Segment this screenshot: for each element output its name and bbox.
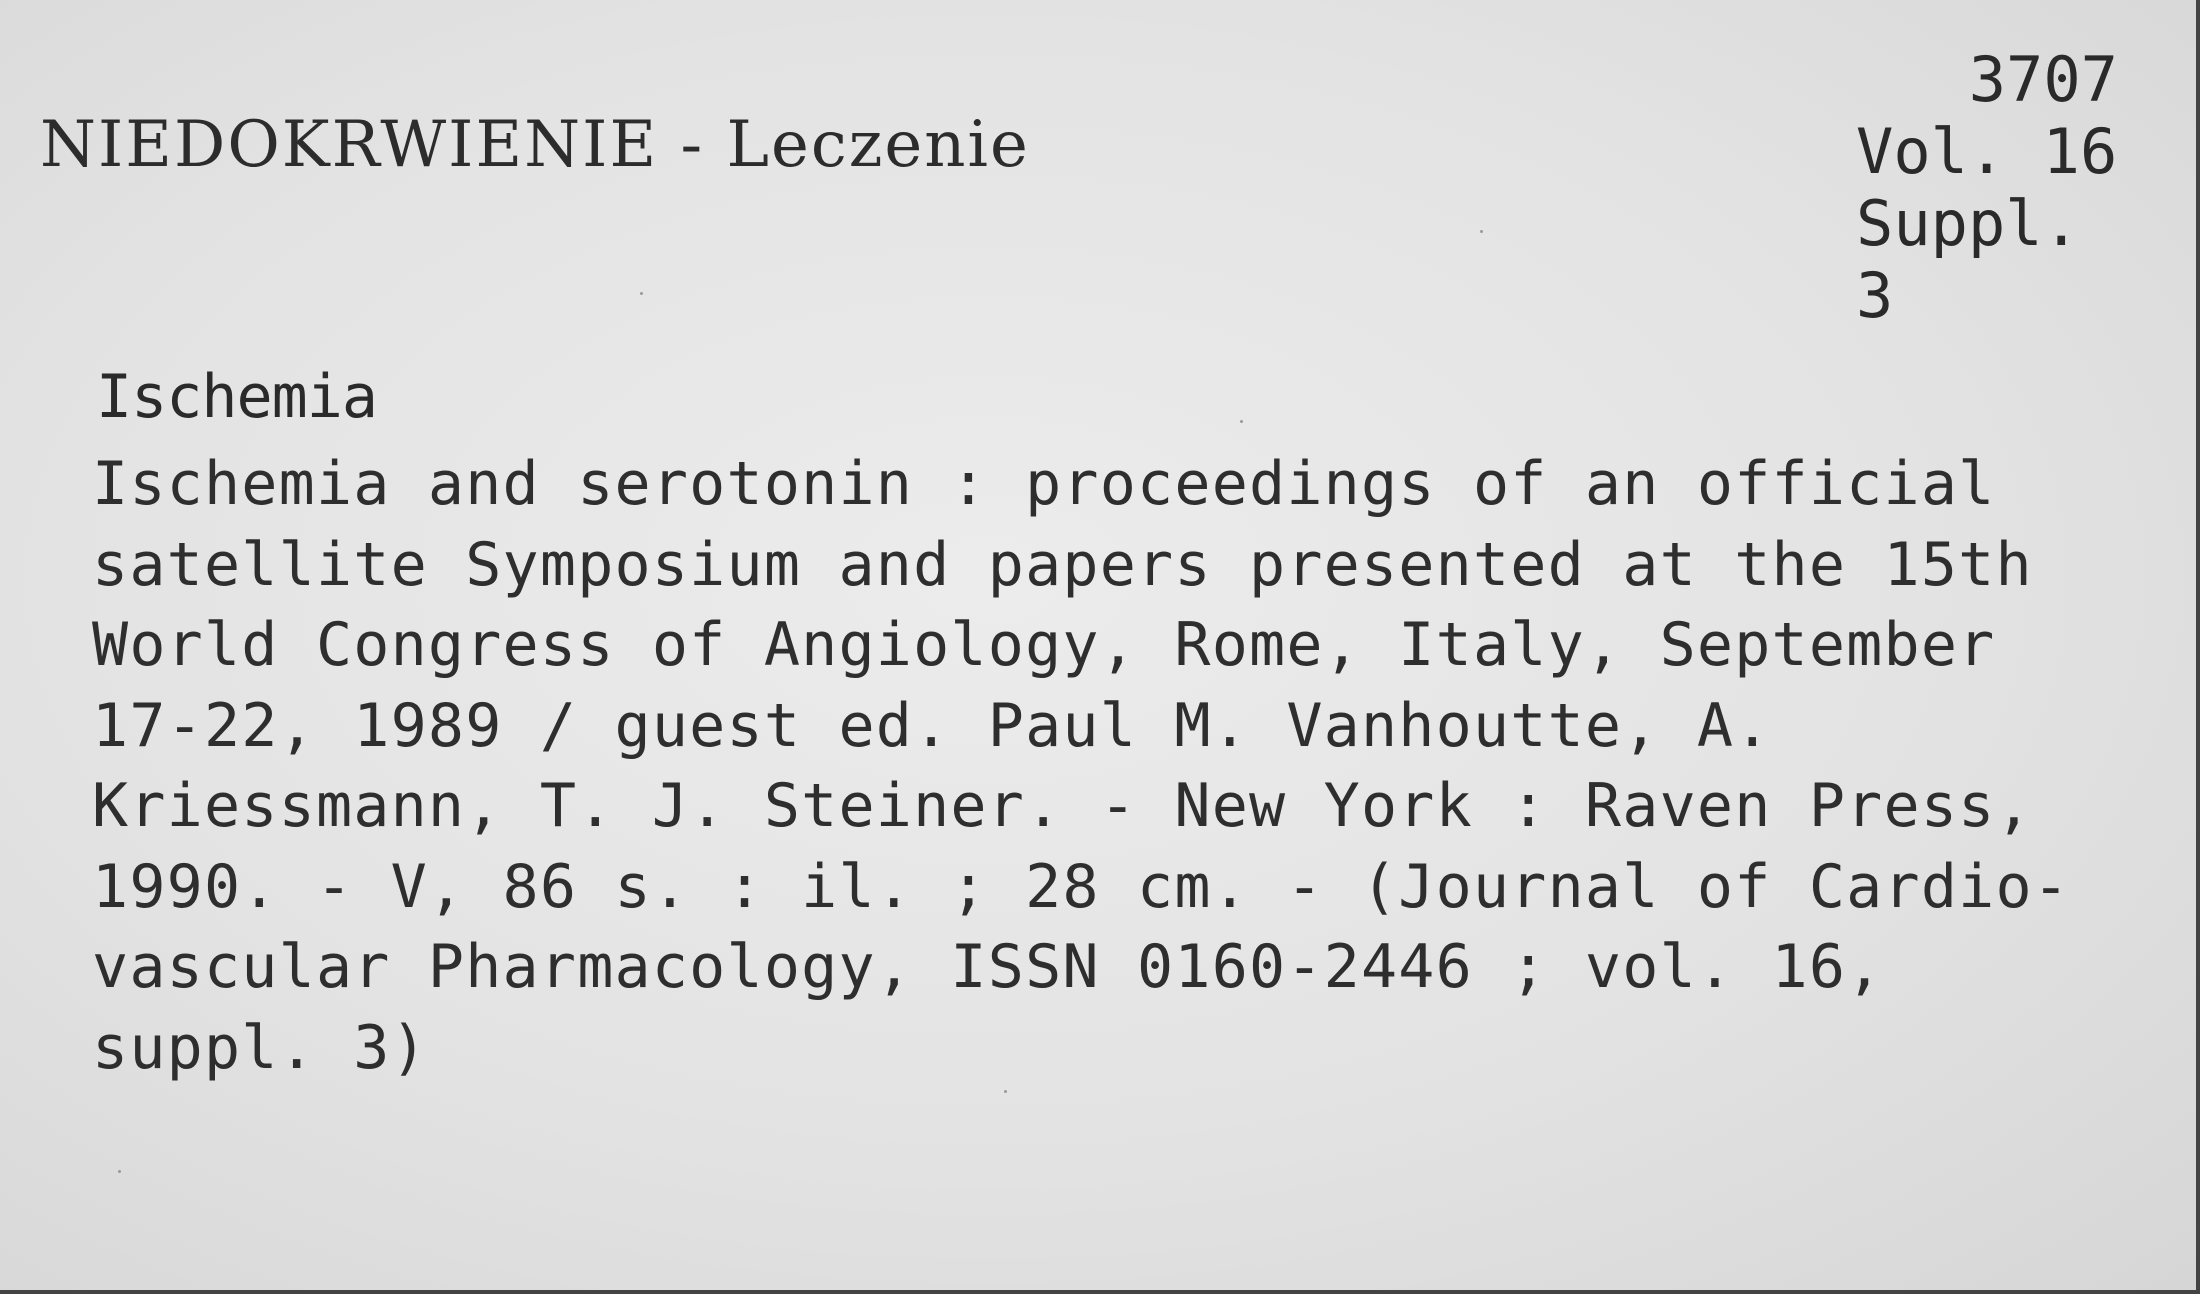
call-number-block xyxy=(1768,44,2128,332)
supplement-label: Suppl. 3 xyxy=(1856,187,2080,332)
description-line: Ischemia and serotonin : proceedings of an official xyxy=(92,449,1996,519)
description-line: 1990. - V, 86 s. : il. ; 28 cm. - (Journal of Cardio- xyxy=(92,851,2071,922)
description-line: satellite Symposium and papers presented at the 15th xyxy=(92,529,2033,600)
dust-speck xyxy=(118,1170,121,1173)
dust-speck xyxy=(1240,420,1243,423)
description-line: suppl. 3) xyxy=(92,1012,428,1083)
description-line: World Congress of Angiology, Rome, Italy, September xyxy=(92,610,1996,680)
dust-speck xyxy=(1004,1090,1007,1093)
description-line: vascular Pharmacology, ISSN 0160-2446 ; vol. 16, xyxy=(92,932,1884,1002)
bibliographic-description xyxy=(92,444,2172,1088)
description-line: 17-22, 1989 / guest ed. Paul M. Vanhoutte, A. xyxy=(92,690,1772,761)
subject-heading: NIEDOKRWIENIE - Leczenie xyxy=(40,108,1030,182)
dust-speck xyxy=(640,292,643,295)
call-number: 3707 xyxy=(1968,43,2118,116)
volume-label: Vol. 16 xyxy=(1856,115,2118,188)
dust-speck xyxy=(1480,230,1483,233)
main-heading: Ischemia xyxy=(96,362,377,432)
description-line: Kriessmann, T. J. Steiner. - New York : Raven Press, xyxy=(92,771,2033,841)
